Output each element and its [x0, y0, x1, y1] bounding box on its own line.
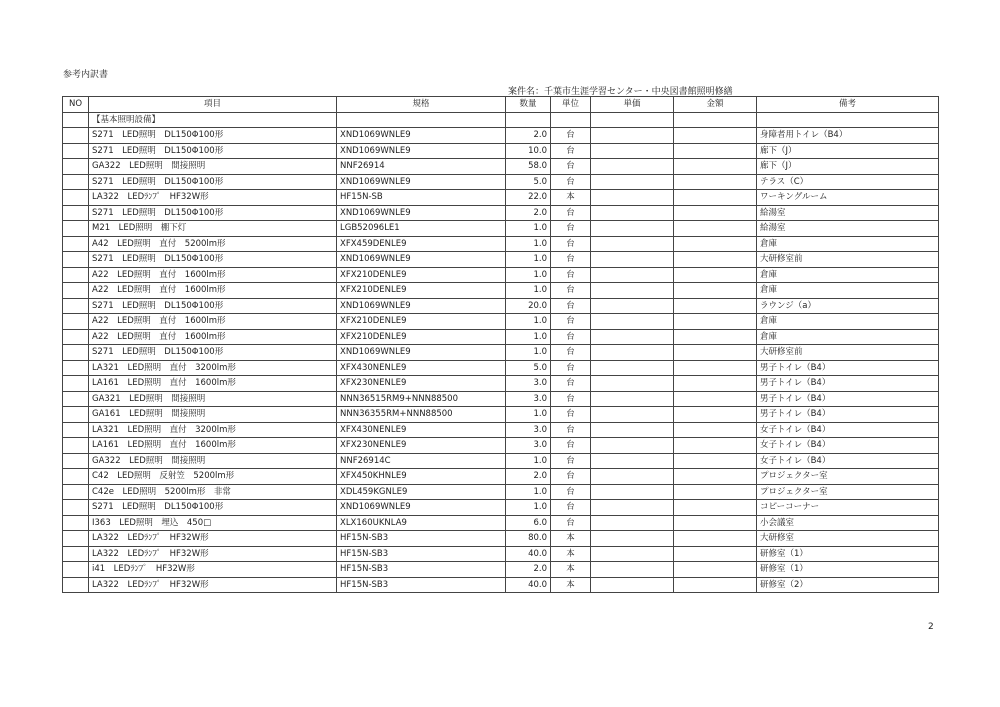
- row-amount: [674, 221, 757, 237]
- row-unit: 本: [551, 546, 591, 562]
- row-unit-price: [591, 267, 674, 283]
- row-unit-price: [591, 345, 674, 361]
- row-unit: 台: [551, 469, 591, 485]
- row-remarks: 身障者用トイレ（B4）: [757, 128, 939, 144]
- row-no: [63, 469, 89, 485]
- row-spec: HF15N-SB3: [337, 562, 506, 578]
- row-amount: [674, 453, 757, 469]
- table-row: [63, 205, 939, 221]
- row-spec: XND1069WNLE9: [337, 128, 506, 144]
- row-quantity: 40.0: [506, 577, 551, 593]
- row-unit-price: [591, 562, 674, 578]
- row-item: S271 LED照明 DL150Φ100形: [89, 174, 337, 190]
- row-no: [63, 438, 89, 454]
- row-unit: 台: [551, 453, 591, 469]
- row-item: LA321 LED照明 直付 3200lm形: [89, 360, 337, 376]
- row-remarks: 大研修室前: [757, 345, 939, 361]
- table-row: [63, 143, 939, 159]
- table-row: [63, 360, 939, 376]
- row-no: [63, 128, 89, 144]
- row-item: C42e LED照明 5200lm形 非常: [89, 484, 337, 500]
- row-spec: LGB52096LE1: [337, 221, 506, 237]
- row-item: GA322 LED照明 間接照明: [89, 453, 337, 469]
- row-unit-price: [591, 298, 674, 314]
- row-unit-price: [591, 453, 674, 469]
- row-unit-price: [591, 546, 674, 562]
- row-quantity: 1.0: [506, 221, 551, 237]
- row-item: S271 LED照明 DL150Φ100形: [89, 128, 337, 144]
- row-amount: [674, 298, 757, 314]
- row-unit: 台: [551, 515, 591, 531]
- row-quantity: 1.0: [506, 407, 551, 423]
- table-row: [63, 546, 939, 562]
- row-amount: [674, 360, 757, 376]
- table-row: [63, 267, 939, 283]
- row-unit: 台: [551, 345, 591, 361]
- row-item: GA321 LED照明 間接照明: [89, 391, 337, 407]
- row-spec: XFX210DENLE9: [337, 267, 506, 283]
- table-row: [63, 577, 939, 593]
- row-quantity: 5.0: [506, 174, 551, 190]
- row-quantity: [506, 112, 551, 128]
- row-no: [63, 422, 89, 438]
- row-unit: 台: [551, 391, 591, 407]
- row-unit-price: [591, 577, 674, 593]
- table-body: [63, 112, 939, 593]
- row-unit: 台: [551, 143, 591, 159]
- table-row: [63, 391, 939, 407]
- row-unit: 本: [551, 577, 591, 593]
- row-spec: XFX210DENLE9: [337, 329, 506, 345]
- row-unit: 台: [551, 329, 591, 345]
- row-quantity: 2.0: [506, 469, 551, 485]
- header-spec: 規格: [337, 97, 506, 113]
- row-no: [63, 500, 89, 516]
- row-item: LA321 LED照明 直付 3200lm形: [89, 422, 337, 438]
- row-item: S271 LED照明 DL150Φ100形: [89, 252, 337, 268]
- table-row: [63, 283, 939, 299]
- row-amount: [674, 469, 757, 485]
- row-quantity: 3.0: [506, 376, 551, 392]
- table-row: [63, 128, 939, 144]
- table-row: [63, 298, 939, 314]
- estimate-table: [62, 96, 939, 593]
- row-amount: [674, 562, 757, 578]
- row-remarks: 男子トイレ（B4）: [757, 407, 939, 423]
- row-unit: 台: [551, 267, 591, 283]
- row-spec: XFX459DENLE9: [337, 236, 506, 252]
- table-row: [63, 314, 939, 330]
- row-spec: XND1069WNLE9: [337, 500, 506, 516]
- row-quantity: 1.0: [506, 500, 551, 516]
- row-no: [63, 112, 89, 128]
- row-amount: [674, 329, 757, 345]
- row-no: [63, 252, 89, 268]
- row-remarks: 倉庫: [757, 329, 939, 345]
- row-remarks: 研修室（2）: [757, 577, 939, 593]
- row-spec: XFX210DENLE9: [337, 314, 506, 330]
- row-unit: 台: [551, 360, 591, 376]
- row-no: [63, 345, 89, 361]
- table-row: [63, 252, 939, 268]
- row-remarks: 男子トイレ（B4）: [757, 376, 939, 392]
- row-unit: 台: [551, 205, 591, 221]
- row-no: [63, 267, 89, 283]
- row-amount: [674, 391, 757, 407]
- row-spec: XND1069WNLE9: [337, 205, 506, 221]
- row-remarks: 研修室（1）: [757, 562, 939, 578]
- row-no: [63, 298, 89, 314]
- row-remarks: 倉庫: [757, 267, 939, 283]
- row-quantity: 1.0: [506, 484, 551, 500]
- row-unit: 台: [551, 438, 591, 454]
- row-unit-price: [591, 422, 674, 438]
- table-row: [63, 453, 939, 469]
- row-unit: 台: [551, 221, 591, 237]
- table-row: [63, 376, 939, 392]
- row-amount: [674, 174, 757, 190]
- row-unit: 本: [551, 562, 591, 578]
- row-spec: NNF26914C: [337, 453, 506, 469]
- document-title: 参考内訳書: [63, 70, 109, 80]
- row-unit: 台: [551, 484, 591, 500]
- row-no: [63, 562, 89, 578]
- row-unit: 台: [551, 422, 591, 438]
- row-unit-price: [591, 329, 674, 345]
- row-item: LA322 LEDﾗﾝﾌﾟ HF32W形: [89, 531, 337, 547]
- table-row: [63, 562, 939, 578]
- row-quantity: 22.0: [506, 190, 551, 206]
- row-no: [63, 205, 89, 221]
- row-remarks: 大研修室前: [757, 252, 939, 268]
- row-amount: [674, 143, 757, 159]
- row-item: LA322 LEDﾗﾝﾌﾟ HF32W形: [89, 546, 337, 562]
- table-row: [63, 422, 939, 438]
- row-no: [63, 236, 89, 252]
- row-spec: XFX450KHNLE9: [337, 469, 506, 485]
- row-amount: [674, 128, 757, 144]
- row-spec: [337, 112, 506, 128]
- row-no: [63, 577, 89, 593]
- row-no: [63, 546, 89, 562]
- row-spec: XFX230NENLE9: [337, 376, 506, 392]
- row-spec: XND1069WNLE9: [337, 174, 506, 190]
- row-item: LA322 LEDﾗﾝﾌﾟ HF32W形: [89, 577, 337, 593]
- row-unit-price: [591, 205, 674, 221]
- row-remarks: 給湯室: [757, 205, 939, 221]
- row-unit-price: [591, 376, 674, 392]
- row-unit: 台: [551, 236, 591, 252]
- header-unit-price: 単価: [591, 97, 674, 113]
- row-unit: 台: [551, 159, 591, 175]
- row-unit-price: [591, 112, 674, 128]
- row-spec: XDL459KGNLE9: [337, 484, 506, 500]
- row-no: [63, 484, 89, 500]
- row-no: [63, 314, 89, 330]
- row-no: [63, 190, 89, 206]
- row-unit-price: [591, 360, 674, 376]
- row-unit-price: [591, 221, 674, 237]
- header-item: 項目: [89, 97, 337, 113]
- row-item: A22 LED照明 直付 1600lm形: [89, 267, 337, 283]
- row-quantity: 5.0: [506, 360, 551, 376]
- table-row: [63, 407, 939, 423]
- row-no: [63, 159, 89, 175]
- table-row: [63, 236, 939, 252]
- table-row: [63, 221, 939, 237]
- row-unit-price: [591, 469, 674, 485]
- row-unit-price: [591, 283, 674, 299]
- row-remarks: [757, 112, 939, 128]
- row-unit-price: [591, 484, 674, 500]
- row-unit-price: [591, 252, 674, 268]
- row-remarks: プロジェクター室: [757, 469, 939, 485]
- row-amount: [674, 190, 757, 206]
- row-no: [63, 407, 89, 423]
- row-item: GA161 LED照明 間接照明: [89, 407, 337, 423]
- table-row: [63, 345, 939, 361]
- row-remarks: 廊下（J）: [757, 159, 939, 175]
- row-amount: [674, 159, 757, 175]
- row-no: [63, 376, 89, 392]
- header-quantity: 数量: [506, 97, 551, 113]
- row-unit-price: [591, 438, 674, 454]
- row-quantity: 80.0: [506, 531, 551, 547]
- row-remarks: ラウンジ（a）: [757, 298, 939, 314]
- header-unit: 単位: [551, 97, 591, 113]
- table-row: [63, 159, 939, 175]
- row-no: [63, 174, 89, 190]
- row-item: 【基本照明設備】: [89, 112, 337, 128]
- row-spec: XFX230NENLE9: [337, 438, 506, 454]
- row-remarks: ワーキングルーム: [757, 190, 939, 206]
- row-no: [63, 143, 89, 159]
- row-item: C42 LED照明 反射笠 5200lm形: [89, 469, 337, 485]
- row-unit-price: [591, 515, 674, 531]
- row-unit-price: [591, 190, 674, 206]
- row-item: LA161 LED照明 直付 1600lm形: [89, 438, 337, 454]
- row-amount: [674, 438, 757, 454]
- row-no: [63, 391, 89, 407]
- row-spec: XND1069WNLE9: [337, 252, 506, 268]
- row-no: [63, 329, 89, 345]
- row-unit-price: [591, 531, 674, 547]
- row-quantity: 10.0: [506, 143, 551, 159]
- row-unit-price: [591, 159, 674, 175]
- row-amount: [674, 205, 757, 221]
- row-spec: XLX160UKNLA9: [337, 515, 506, 531]
- row-unit: 台: [551, 298, 591, 314]
- row-quantity: 1.0: [506, 283, 551, 299]
- row-remarks: テラス（C）: [757, 174, 939, 190]
- row-quantity: 1.0: [506, 236, 551, 252]
- row-unit-price: [591, 407, 674, 423]
- table-row: [63, 515, 939, 531]
- row-quantity: 1.0: [506, 267, 551, 283]
- row-remarks: 女子トイレ（B4）: [757, 422, 939, 438]
- row-unit-price: [591, 143, 674, 159]
- row-unit: [551, 112, 591, 128]
- row-item: A22 LED照明 直付 1600lm形: [89, 283, 337, 299]
- row-no: [63, 221, 89, 237]
- row-remarks: 小会議室: [757, 515, 939, 531]
- row-quantity: 6.0: [506, 515, 551, 531]
- row-amount: [674, 531, 757, 547]
- table-row: [63, 438, 939, 454]
- row-unit: 台: [551, 376, 591, 392]
- table-row: [63, 112, 939, 128]
- table-row: [63, 531, 939, 547]
- row-amount: [674, 314, 757, 330]
- row-unit: 台: [551, 252, 591, 268]
- row-unit-price: [591, 236, 674, 252]
- table-row: [63, 500, 939, 516]
- row-unit-price: [591, 314, 674, 330]
- row-remarks: 給湯室: [757, 221, 939, 237]
- row-amount: [674, 267, 757, 283]
- row-unit: 台: [551, 407, 591, 423]
- row-amount: [674, 236, 757, 252]
- row-remarks: 女子トイレ（B4）: [757, 453, 939, 469]
- row-amount: [674, 515, 757, 531]
- row-item: S271 LED照明 DL150Φ100形: [89, 500, 337, 516]
- row-quantity: 20.0: [506, 298, 551, 314]
- row-amount: [674, 546, 757, 562]
- row-quantity: 3.0: [506, 438, 551, 454]
- row-quantity: 1.0: [506, 314, 551, 330]
- row-remarks: 研修室（1）: [757, 546, 939, 562]
- row-unit: 台: [551, 283, 591, 299]
- row-item: I363 LED照明 埋込 450□: [89, 515, 337, 531]
- row-amount: [674, 376, 757, 392]
- row-spec: XND1069WNLE9: [337, 143, 506, 159]
- row-spec: HF15N-SB3: [337, 546, 506, 562]
- row-item: A22 LED照明 直付 1600lm形: [89, 329, 337, 345]
- row-item: S271 LED照明 DL150Φ100形: [89, 345, 337, 361]
- row-spec: XFX430NENLE9: [337, 360, 506, 376]
- row-amount: [674, 283, 757, 299]
- row-amount: [674, 112, 757, 128]
- table-row: [63, 469, 939, 485]
- row-item: S271 LED照明 DL150Φ100形: [89, 298, 337, 314]
- row-unit-price: [591, 391, 674, 407]
- header-amount: 金額: [674, 97, 757, 113]
- row-unit: 台: [551, 174, 591, 190]
- row-quantity: 3.0: [506, 422, 551, 438]
- row-item: i41 LEDﾗﾝﾌﾟ HF32W形: [89, 562, 337, 578]
- row-no: [63, 283, 89, 299]
- row-remarks: コピーコーナー: [757, 500, 939, 516]
- project-name: 案件名：千葉市生涯学習センター・中央図書館照明修繕: [508, 87, 733, 97]
- row-spec: NNN36355RM+NNN88500: [337, 407, 506, 423]
- row-quantity: 2.0: [506, 562, 551, 578]
- row-unit: 台: [551, 128, 591, 144]
- page-number: 2: [928, 622, 934, 632]
- row-no: [63, 531, 89, 547]
- row-item: S271 LED照明 DL150Φ100形: [89, 143, 337, 159]
- table-row: [63, 484, 939, 500]
- row-item: GA322 LED照明 間接照明: [89, 159, 337, 175]
- row-quantity: 1.0: [506, 252, 551, 268]
- row-quantity: 58.0: [506, 159, 551, 175]
- row-quantity: 2.0: [506, 128, 551, 144]
- header-row: [63, 97, 939, 113]
- row-amount: [674, 577, 757, 593]
- row-quantity: 1.0: [506, 329, 551, 345]
- table-row: [63, 329, 939, 345]
- row-amount: [674, 500, 757, 516]
- row-unit: 本: [551, 531, 591, 547]
- row-remarks: 女子トイレ（B4）: [757, 438, 939, 454]
- row-unit-price: [591, 128, 674, 144]
- table-row: [63, 174, 939, 190]
- row-no: [63, 453, 89, 469]
- row-spec: NNN36515RM9+NNN88500: [337, 391, 506, 407]
- row-amount: [674, 422, 757, 438]
- row-spec: XFX210DENLE9: [337, 283, 506, 299]
- row-unit-price: [591, 500, 674, 516]
- row-remarks: 男子トイレ（B4）: [757, 391, 939, 407]
- row-item: M21 LED照明 棚下灯: [89, 221, 337, 237]
- row-quantity: 1.0: [506, 345, 551, 361]
- row-remarks: 男子トイレ（B4）: [757, 360, 939, 376]
- row-remarks: 倉庫: [757, 236, 939, 252]
- row-item: A42 LED照明 直付 5200lm形: [89, 236, 337, 252]
- header-no: NO: [63, 97, 89, 113]
- row-quantity: 2.0: [506, 205, 551, 221]
- row-spec: XFX430NENLE9: [337, 422, 506, 438]
- row-spec: XND1069WNLE9: [337, 345, 506, 361]
- row-amount: [674, 345, 757, 361]
- row-unit: 台: [551, 500, 591, 516]
- row-quantity: 1.0: [506, 453, 551, 469]
- row-spec: HF15N-SB3: [337, 577, 506, 593]
- header-remarks: 備考: [757, 97, 939, 113]
- row-remarks: 廊下（J）: [757, 143, 939, 159]
- row-item: LA161 LED照明 直付 1600lm形: [89, 376, 337, 392]
- row-quantity: 3.0: [506, 391, 551, 407]
- row-item: A22 LED照明 直付 1600lm形: [89, 314, 337, 330]
- row-spec: HF15N-SB3: [337, 531, 506, 547]
- row-item: S271 LED照明 DL150Φ100形: [89, 205, 337, 221]
- row-amount: [674, 484, 757, 500]
- row-remarks: 倉庫: [757, 314, 939, 330]
- row-item: LA322 LEDﾗﾝﾌﾟ HF32W形: [89, 190, 337, 206]
- row-no: [63, 515, 89, 531]
- table-row: [63, 190, 939, 206]
- row-remarks: 倉庫: [757, 283, 939, 299]
- row-unit: 台: [551, 314, 591, 330]
- row-spec: NNF26914: [337, 159, 506, 175]
- row-unit-price: [591, 174, 674, 190]
- row-amount: [674, 407, 757, 423]
- row-quantity: 40.0: [506, 546, 551, 562]
- row-no: [63, 360, 89, 376]
- row-amount: [674, 252, 757, 268]
- row-remarks: プロジェクター室: [757, 484, 939, 500]
- row-spec: HF15N-SB: [337, 190, 506, 206]
- row-remarks: 大研修室: [757, 531, 939, 547]
- row-spec: XND1069WNLE9: [337, 298, 506, 314]
- row-unit: 本: [551, 190, 591, 206]
